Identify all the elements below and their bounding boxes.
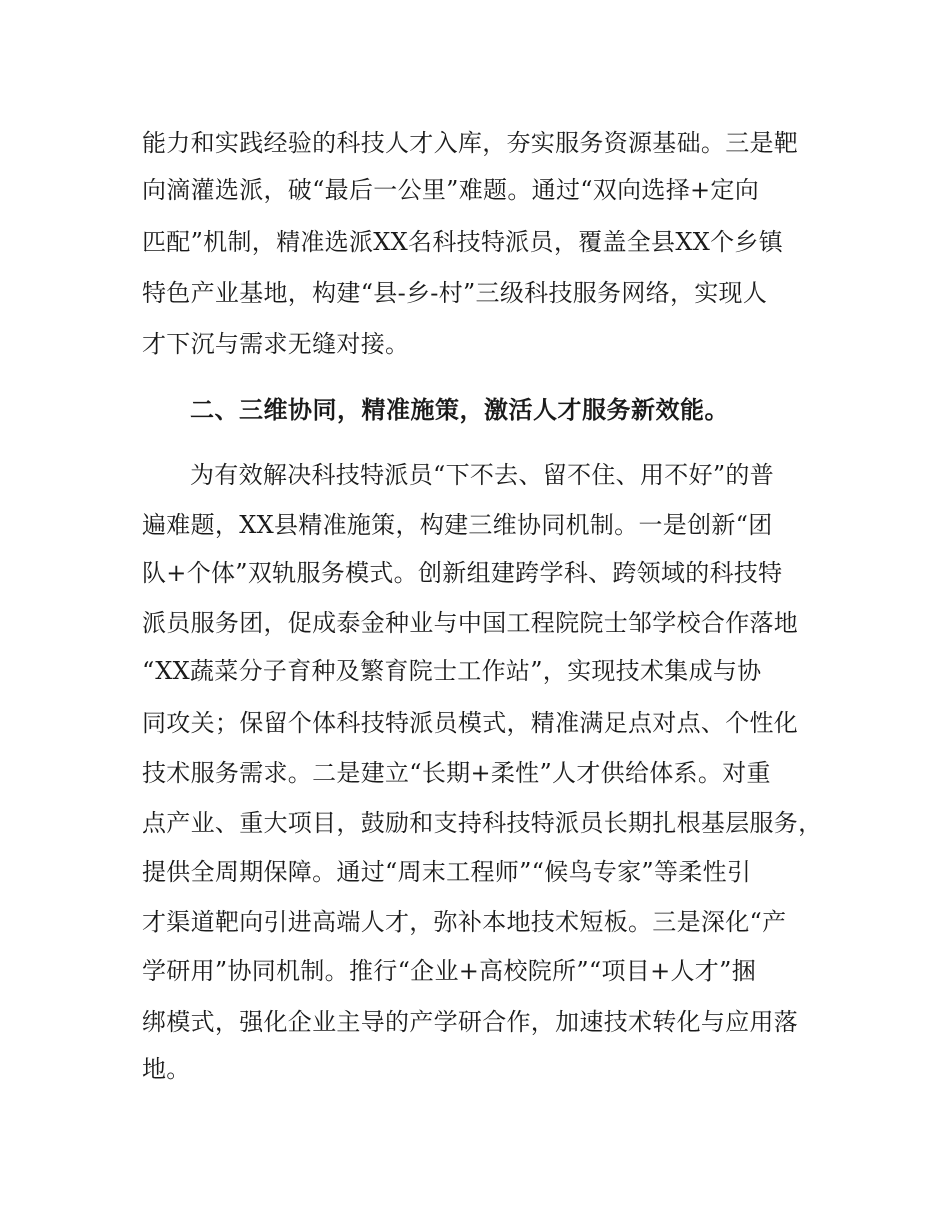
paragraph-line: 绑模式，强化企业主导的产学研合作，加速技术转化与应用落 bbox=[142, 1008, 799, 1036]
paragraph-line: 派员服务团，促成泰金种业与中国工程院院士邹学校合作落地 bbox=[142, 609, 799, 637]
paragraph-line: 同攻关；保留个体科技特派员模式，精准满足点对点、个性化 bbox=[142, 709, 799, 737]
paragraph-line: “XX蔬菜分子育种及繁育院士工作站”，实现技术集成与协 bbox=[142, 657, 762, 685]
paragraph-line: 为有效解决科技特派员“下不去、留不住、用不好”的普 bbox=[190, 461, 775, 489]
paragraph-line: 才下沉与需求无缝对接。 bbox=[142, 330, 410, 358]
paragraph-line: 提供全周期保障。通过“周末工程师”“候鸟专家”等柔性引 bbox=[142, 858, 752, 886]
paragraph-line: 才渠道靶向引进高端人才，弥补本地技术短板。三是深化“产 bbox=[142, 908, 787, 936]
paragraph-line: 技术服务需求。二是建立“长期+柔性”人才供给体系。对重 bbox=[142, 759, 771, 787]
paragraph-line: 匹配”机制，精准选派XX名科技特派员，覆盖全县XX个乡镇 bbox=[142, 228, 784, 256]
paragraph-line: 遍难题，XX县精准施策，构建三维协同机制。一是创新“团 bbox=[142, 511, 773, 539]
paragraph-line: 向滴灌选派，破“最后一公里”难题。通过“双向选择+定向 bbox=[142, 176, 760, 204]
paragraph-line: 队+个体”双轨服务模式。创新组建跨学科、跨领域的科技特 bbox=[142, 559, 783, 587]
paragraph-line: 特色产业基地，构建“县-乡-村”三级科技服务网络，实现人 bbox=[142, 279, 768, 307]
paragraph-line: 点产业、重大项目，鼓励和支持科技特派员长期扎根基层服务， bbox=[142, 809, 823, 837]
paragraph-line: 能力和实践经验的科技人才入库，夯实服务资源基础。三是靶 bbox=[142, 129, 799, 157]
section-heading: 二、三维协同，精准施策，激活人才服务新效能。 bbox=[190, 396, 729, 424]
paragraph-line: 学研用”协同机制。推行“企业+高校院所”“项目+人才”捆 bbox=[142, 957, 756, 985]
paragraph-line: 地。 bbox=[142, 1055, 191, 1083]
